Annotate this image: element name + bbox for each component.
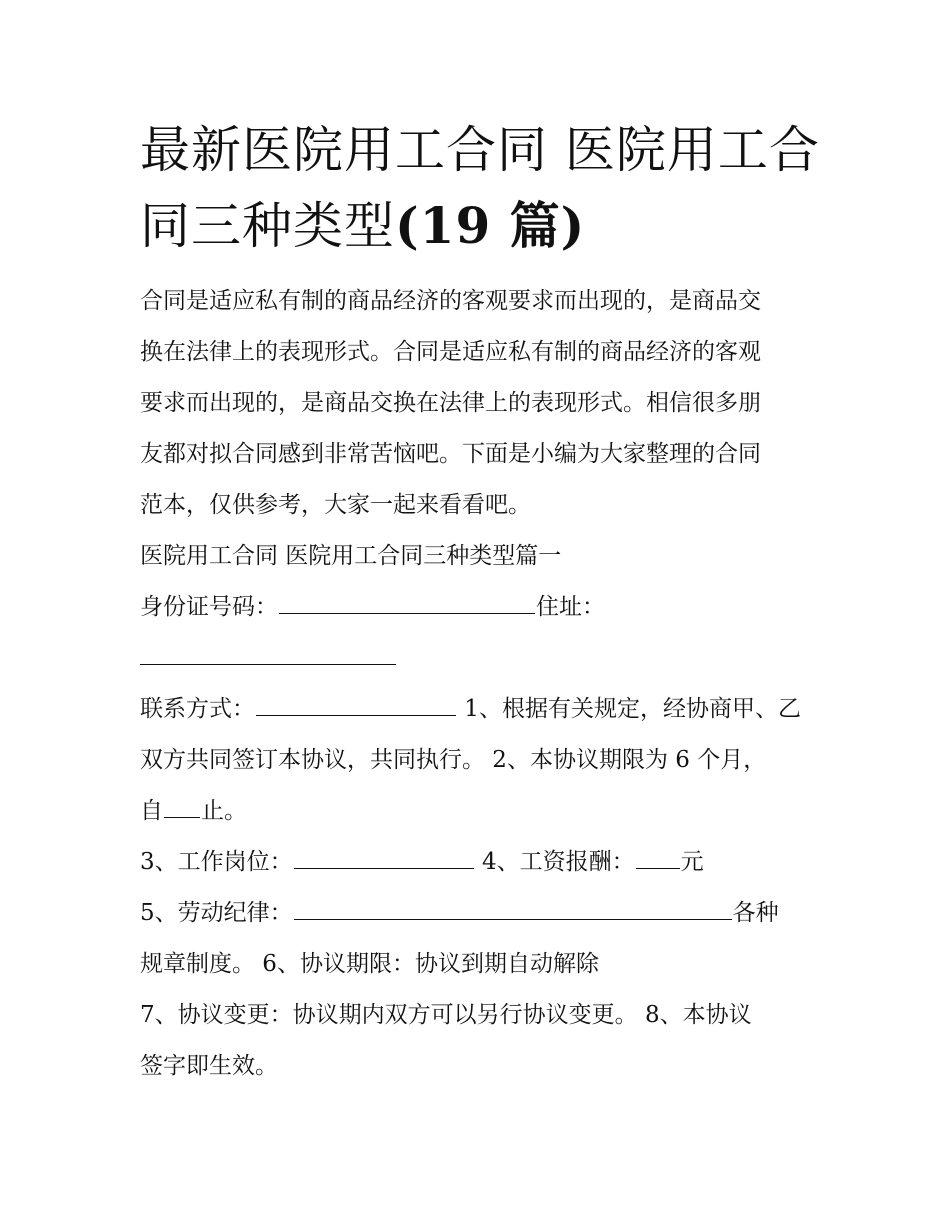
contact-label: 联系方式： (140, 696, 255, 722)
clause-1-start: 1、根据有关规定，经协商甲、乙 (457, 696, 801, 722)
clause-6-line: 规章制度。 6、协议期限：协议到期自动解除 (140, 951, 599, 977)
contact-line (140, 684, 815, 735)
position-blank (294, 844, 474, 869)
title-line-1: 最新医院用工合同 医院用工合 (140, 121, 820, 179)
document-body (140, 276, 815, 1092)
address-label: 住址： (536, 594, 605, 620)
id-number-label: 身份证号码： (140, 594, 278, 620)
address-blank (140, 640, 396, 665)
term-line (140, 786, 815, 837)
wage-label: 4、工资报酬： (481, 849, 635, 875)
address-blank-line (140, 633, 815, 684)
document-title (140, 112, 820, 264)
intro-line: 范本，仅供参考，大家一起来看看吧。 (140, 492, 531, 518)
title-line-2-suffix: 篇) (491, 196, 586, 255)
discipline-blank (294, 895, 732, 920)
clause-1-continued: 双方共同签订本协议，共同执行。 2、本协议期限为 6 个月， (140, 747, 767, 773)
term-from: 自 (140, 798, 163, 824)
intro-line: 友都对拟合同感到非常苦恼吧。下面是小编为大家整理的合同 (140, 441, 761, 467)
wage-unit: 元 (680, 849, 704, 875)
title-article-count: (19 (395, 196, 492, 255)
term-to: 止。 (201, 798, 247, 824)
id-number-blank (279, 589, 535, 614)
position-wage-line (140, 837, 815, 888)
contact-blank (256, 691, 456, 716)
term-blank (164, 793, 200, 818)
intro-line: 换在法律上的表现形式。合同是适应私有制的商品经济的客观 (140, 339, 761, 365)
intro-line: 要求而出现的，是商品交换在法律上的表现形式。相信很多朋 (140, 390, 761, 416)
id-address-line (140, 582, 815, 633)
wage-blank (636, 844, 680, 869)
intro-line: 合同是适应私有制的商品经济的客观要求而出现的，是商品交 (140, 288, 761, 314)
discipline-suffix: 各种 (732, 900, 779, 926)
clause-8-continued: 签字即生效。 (140, 1053, 278, 1079)
position-label: 3、工作岗位： (140, 849, 293, 875)
discipline-label: 5、劳动纪律： (140, 900, 293, 926)
section-heading: 医院用工合同 医院用工合同三种类型篇一 (140, 543, 562, 569)
title-line-2-prefix: 同三种类型 (140, 197, 395, 255)
clause-7-line: 7、协议变更：协议期内双方可以另行协议变更。 8、本协议 (140, 1002, 752, 1028)
discipline-line (140, 888, 815, 939)
